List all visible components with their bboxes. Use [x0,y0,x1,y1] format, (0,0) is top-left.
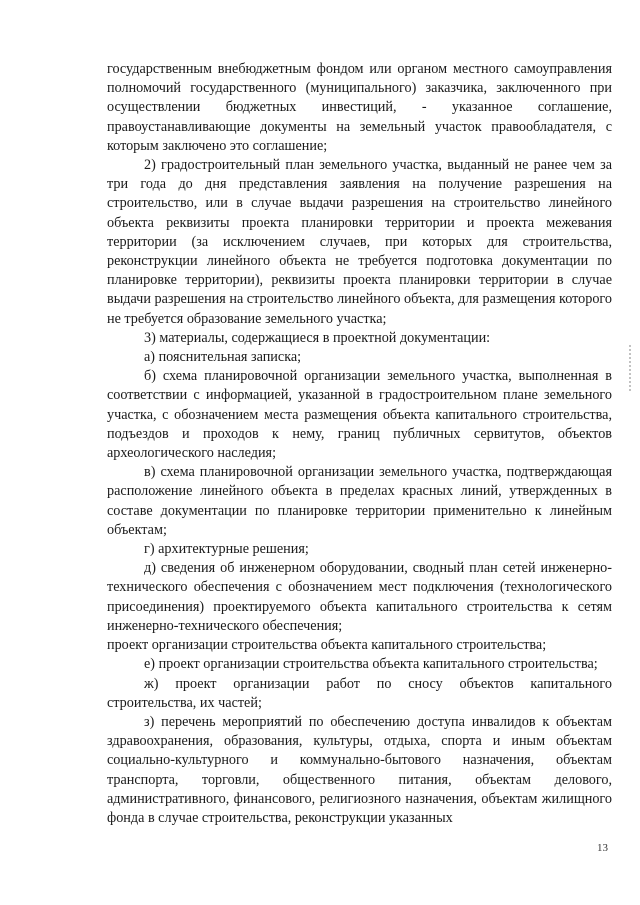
paragraph-item-a: а) пояснительная записка; [144,349,302,366]
paragraph-item-3: 3) материалы, содержащиеся в проектной документации: [144,329,491,346]
paragraph-item-v: в) схема планировочной организации земельного участка, подтверждающая расположение линейного объекта в пределах красных линий, утвержденных в составе документации по планировке территории применительно к линейным объектам; [107,464,612,538]
page-number: 13 [597,842,608,854]
paragraph-item-b: б) схема планировочной организации земельного участка, выполненная в соответствии с информацией, указанной в градостроительном плане земельного участка, с обозначением места размещения объекта капитального строительства, подъездов и проходов к нему, границ публичных сервитутов, объектов археологического наследия; [107,368,612,462]
paragraph-item-e: е) проект организации строительства объекта капитального строительства; [144,656,598,673]
paragraph-continuation: государственным внебюджетным фондом или органом местного самоуправления полномочий государственного (муниципального) заказчика, заключенного при осуществлении бюджетных инвестиций, - указанное соглашение, правоустанавливающие документы на земельный участок правообладателя, с которым заключено это соглашение; [107,61,612,154]
scan-artifact [629,345,631,393]
paragraph-unindented: проект организации строительства объекта капитального строительства; [107,637,547,654]
paragraph-item-z: з) перечень мероприятий по обеспечению доступа инвалидов к объектам здравоохранения, образования, культуры, отдыха, спорта и иным объектам социально-культурного и коммунально-бытового назначения, объектам транспорта, торговли, общественного питания, объектам делового, административного, финансового, религиозного назначения, объектам жилищного фонда в случае строительства, реконструкции указанных [107,713,612,826]
paragraph-item-d: д) сведения об инженерном оборудовании, сводный план сетей инженерно-технического обеспечения с обозначением мест подключения (технологического присоединения) проектируемого объекта капитального строительства к сетям инженерно-технического обеспечения; [107,560,612,634]
document-body [107,60,612,828]
paragraph-item-2: 2) градостроительный план земельного участка, выданный не ранее чем за три года до дня представления заявления на получение разрешения на строительство, или в случае выдачи разрешения на строительство линейного объекта реквизиты проекта планировки территории и проекта межевания территории (за исключением случаев, при которых для строительства, реконструкции линейного объекта не требуется подготовка документации по планировке территории), реквизиты проекта планировки территории в случае выдачи разрешения на строительство линейного объекта, для размещения которого не требуется образование земельного участка; [107,157,612,327]
paragraph-item-zh: ж) проект организации работ по сносу объектов капитального строительства, их частей; [107,675,612,711]
paragraph-item-g: г) архитектурные решения; [144,541,309,558]
